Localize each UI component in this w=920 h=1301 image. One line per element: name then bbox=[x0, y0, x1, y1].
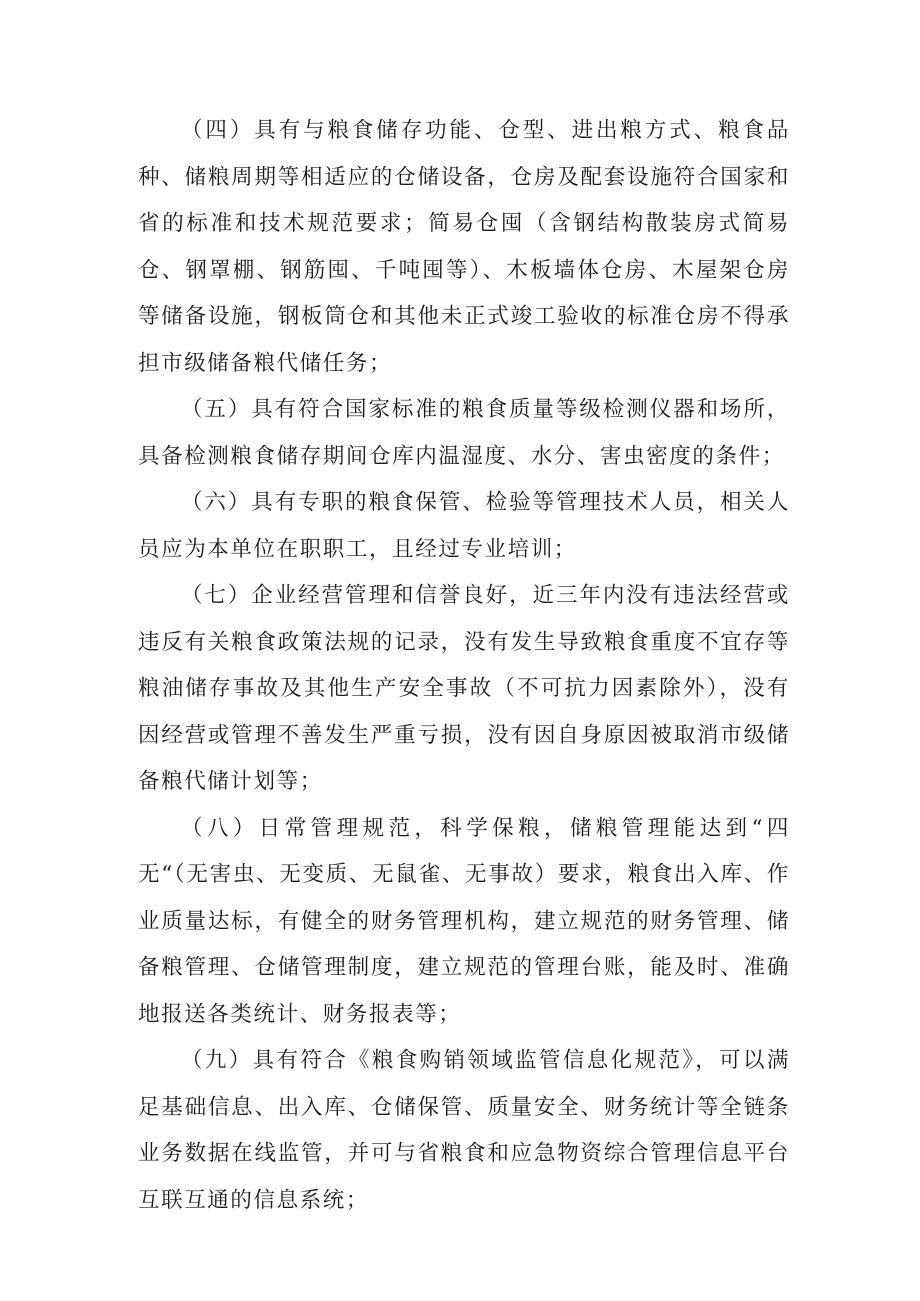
paragraph-item-7: （七）企业经营管理和信誉良好，近三年内没有违法经营或违反有关粮食政策法规的记录，没有发生导致粮食重度不宜存等粮油储存事故及其他生产安全事故（不可抗力因素除外），没有因经营或管理不善发生严重亏损，没有因自身原因被取消市级储备粮代储计划等； bbox=[138, 583, 790, 794]
paragraph-item-5: （五）具有符合国家标准的粮食质量等级检测仪器和场所，具备检测粮食储存期间仓库内温湿度、水分、害虫密度的条件； bbox=[138, 397, 790, 469]
paragraph-item-4: （四）具有与粮食储存功能、仓型、进出粮方式、粮食品种、储粮周期等相适应的仓储设备，仓房及配套设施符合国家和省的标准和技术规范要求；简易仓囤（含钢结构散装房式简易仓、钢罩棚、钢筋囤、千吨囤等）、木板墙体仓房、木屋架仓房等储备设施，钢板筒仓和其他未正式竣工验收的标准仓房不得承担市级储备粮代储任务； bbox=[138, 118, 790, 376]
paragraph-item-8: （八）日常管理规范，科学保粮，储粮管理能达到“四无“（无害虫、无变质、无鼠雀、无事故）要求，粮食出入库、作业质量达标，有健全的财务管理机构，建立规范的财务管理、储备粮管理、仓储管理制度，建立规范的管理台账，能及时、准确地报送各类统计、财务报表等； bbox=[138, 815, 790, 1027]
paragraph-item-6: （六）具有专职的粮食保管、检验等管理技术人员，相关人员应为本单位在职职工，且经过专业培训； bbox=[138, 490, 790, 562]
paragraph-item-9: （九）具有符合《粮食购销领域监管信息化规范》，可以满足基础信息、出入库、仓储保管、质量安全、财务统计等全链条业务数据在线监管，并可与省粮食和应急物资综合管理信息平台互联互通的信息系统； bbox=[138, 1048, 790, 1213]
document-page bbox=[138, 108, 790, 1224]
